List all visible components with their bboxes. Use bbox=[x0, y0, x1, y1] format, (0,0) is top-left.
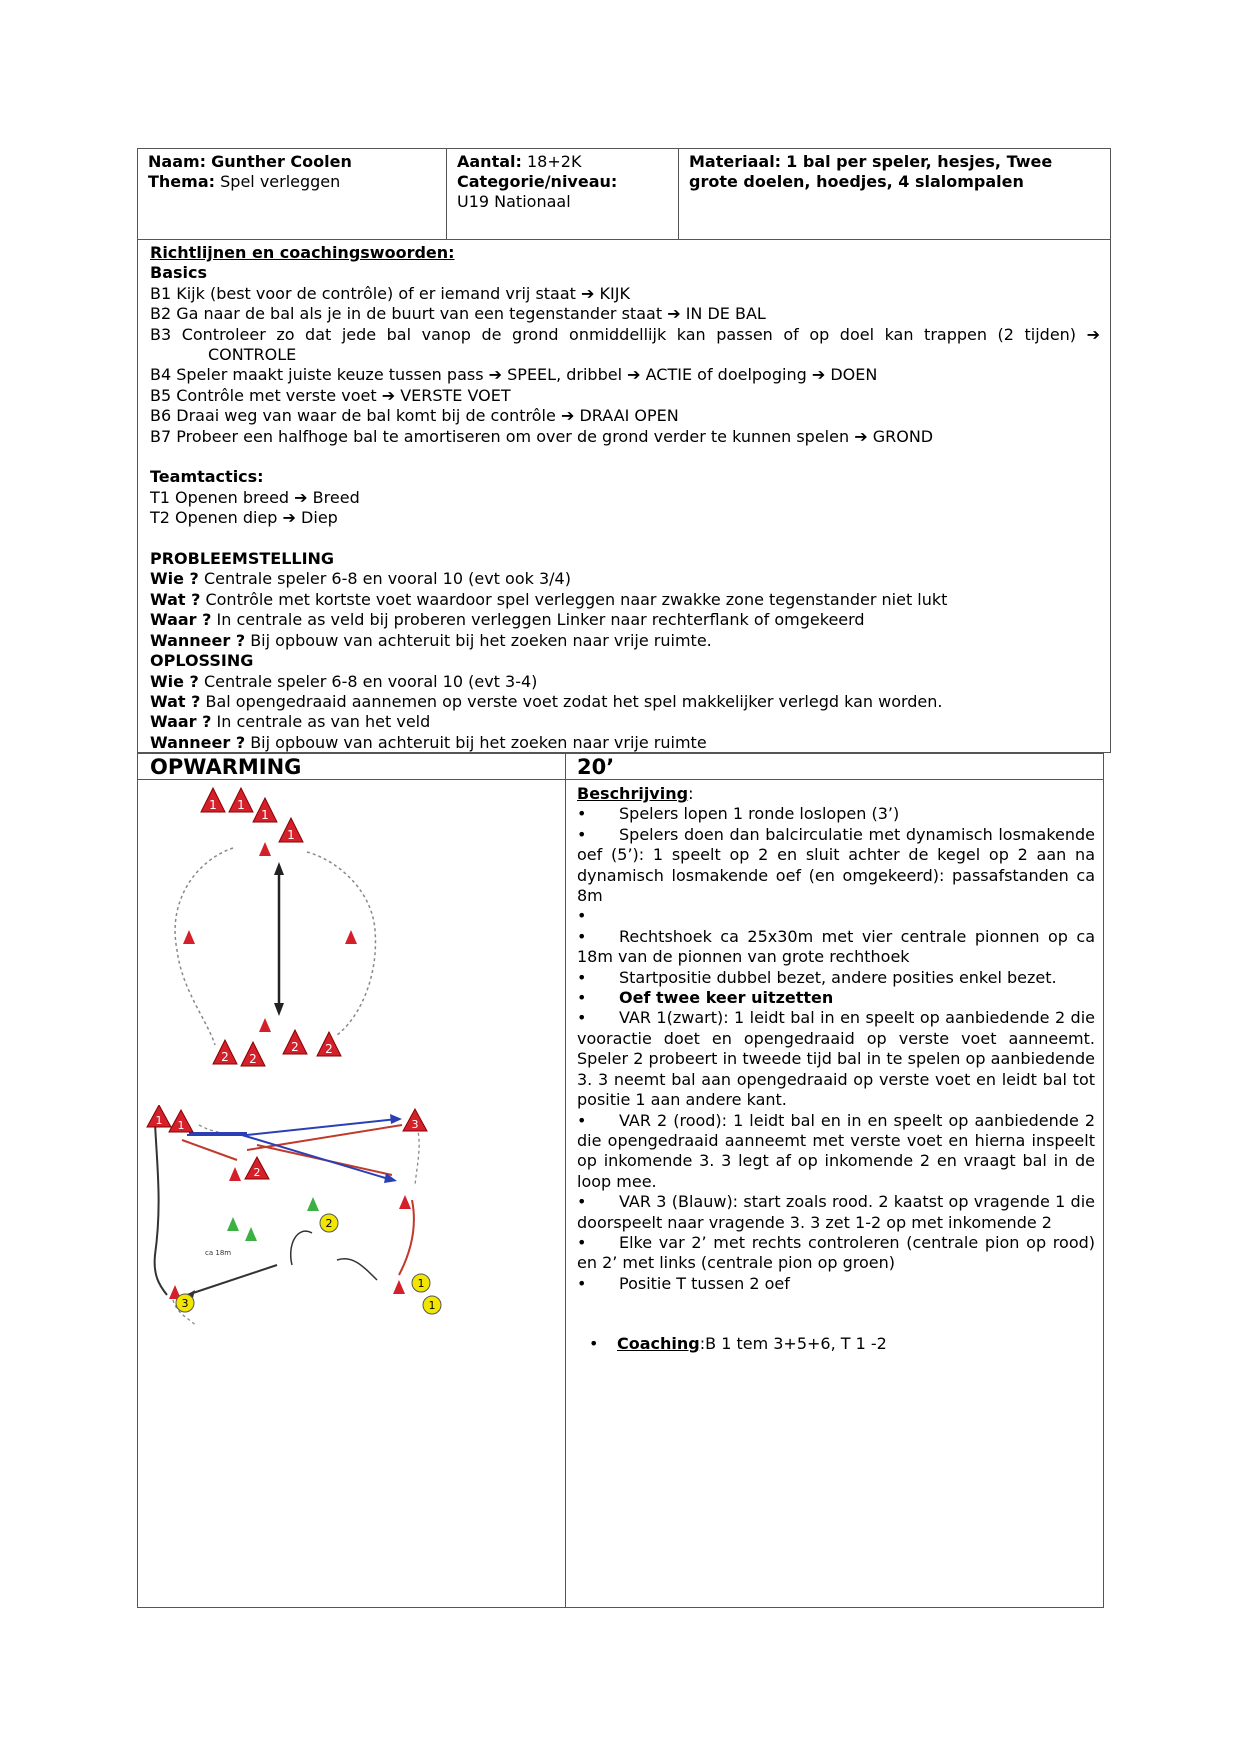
description-column bbox=[577, 784, 1095, 1355]
list-item-continued: Spelers doen dan balcirculatie met dynamisch losmakende oef (5’): 1 speelt op 2 en sluit achter de kegel op 2 aan na dynamisch losmakende oef (en omgekeerd): passafstanden ca 8m bbox=[577, 824, 1095, 906]
team-title: Teamtactics: bbox=[150, 467, 264, 487]
passing-variations-diagram bbox=[137, 1105, 457, 1335]
player-1-marker bbox=[253, 798, 277, 822]
theme-value: Spel verleggen bbox=[220, 172, 341, 191]
basic-b3-key: CONTROLE bbox=[208, 345, 297, 365]
list-item: • VAR 3 (Blauw): start zoals rood. 2 kaatst op vragende 1 die doorspeelt naar vragende 3. 3 zet 1-2 op met inkomende 2 bbox=[577, 1192, 1095, 1232]
count-value: 18+2K bbox=[527, 152, 582, 171]
cone-icon bbox=[183, 930, 195, 944]
description-title: Beschrijving: bbox=[577, 784, 694, 803]
player-2-marker bbox=[213, 1040, 237, 1064]
arrow-icon: ➔ bbox=[1086, 324, 1100, 344]
svg-text:2: 2 bbox=[325, 1217, 333, 1230]
pass-line-red bbox=[182, 1140, 237, 1160]
cone-icon bbox=[399, 1195, 411, 1209]
svg-text:1: 1 bbox=[261, 808, 269, 822]
pass-line-black bbox=[155, 1123, 167, 1295]
arrow-icon: ➔ bbox=[667, 304, 681, 324]
cone-icon bbox=[259, 842, 271, 856]
opwarming-header-row bbox=[138, 754, 1103, 780]
problem-waar: Waar ? In centrale as veld bij proberen verleggen Linker naar rechterflank of omgekeerd bbox=[150, 610, 865, 630]
pass-line-black bbox=[337, 1259, 377, 1280]
category-label: Categorie/niveau: bbox=[457, 172, 618, 191]
coaching-item: • Coaching:B 1 tem 3+5+6, T 1 -2 bbox=[589, 1334, 887, 1354]
yellow-player-2-marker bbox=[320, 1214, 338, 1232]
solution-title: OPLOSSING bbox=[150, 651, 254, 671]
header-material-cell bbox=[679, 149, 1110, 239]
list-item: • bbox=[577, 824, 587, 844]
list-item: • Startpositie dubbel bezet, andere posities enkel bezet. bbox=[577, 967, 1057, 987]
green-cone-icon bbox=[245, 1227, 257, 1241]
header-table bbox=[137, 148, 1111, 240]
run-path bbox=[415, 1127, 419, 1185]
player-2-marker bbox=[283, 1030, 307, 1054]
player-1-marker bbox=[229, 788, 253, 812]
list-item: • Spelers lopen 1 ronde loslopen (3’) bbox=[577, 804, 900, 824]
player-2-marker bbox=[317, 1032, 341, 1056]
svg-text:2: 2 bbox=[249, 1052, 257, 1066]
player-1-marker bbox=[147, 1105, 171, 1127]
problem-wie: Wie ? Centrale speler 6-8 en vooral 10 (evt ook 3/4) bbox=[150, 569, 571, 589]
svg-text:1: 1 bbox=[237, 798, 245, 812]
coaching-label: Coaching bbox=[617, 1334, 700, 1354]
svg-text:2: 2 bbox=[221, 1050, 229, 1064]
svg-text:1: 1 bbox=[428, 1299, 436, 1312]
solution-wat: Wat ? Bal opengedraaid aannemen op verste voet zodat het spel makkelijker verlegd kan worden. bbox=[150, 691, 943, 711]
basic-b6: B6 Draai weg van waar de bal komt bij de contrôle ➔ DRAAI OPEN bbox=[150, 406, 679, 426]
pass-arrow bbox=[274, 862, 284, 1016]
coaching-value: :B 1 tem 3+5+6, T 1 -2 bbox=[699, 1334, 887, 1354]
svg-text:3: 3 bbox=[411, 1118, 419, 1131]
player-1-marker bbox=[279, 818, 303, 842]
basic-b4: B4 Speler maakt juiste keuze tussen pass ➔ SPEEL, dribbel ➔ ACTIE of doelpoging ➔ DOEN bbox=[150, 365, 878, 385]
green-cone-icon bbox=[307, 1197, 319, 1211]
cone-icon bbox=[393, 1280, 405, 1294]
yellow-player-3-marker bbox=[176, 1294, 194, 1312]
player-3-marker bbox=[403, 1109, 427, 1131]
material-label: Materiaal: bbox=[689, 152, 782, 171]
pass-line-red bbox=[399, 1200, 414, 1275]
count-label: Aantal: bbox=[457, 152, 522, 171]
cone-icon bbox=[259, 1018, 271, 1032]
svg-text:1: 1 bbox=[417, 1277, 425, 1290]
svg-text:1: 1 bbox=[155, 1114, 163, 1127]
list-item: • Rechtshoek ca 25x30m met vier centrale pionnen op ca 18m van de pionnen van grote rechthoek bbox=[577, 926, 1095, 967]
name-value: Gunther Coolen bbox=[211, 152, 352, 171]
arrow-icon: ➔ bbox=[581, 283, 595, 303]
yellow-player-1-marker bbox=[423, 1296, 441, 1314]
player-1-marker bbox=[169, 1110, 193, 1132]
player-2-marker bbox=[245, 1157, 269, 1179]
distance-label: ca 18m bbox=[205, 1249, 232, 1257]
basic-b1: B1 Kijk (best voor de contrôle) of er iemand vrij staat ➔ KIJK bbox=[150, 283, 630, 303]
player-1-marker bbox=[201, 788, 225, 812]
solution-wie: Wie ? Centrale speler 6-8 en vooral 10 (evt 3-4) bbox=[150, 671, 538, 691]
solution-wanneer: Wanneer ? Bij opbouw van achteruit bij het zoeken naar vrije ruimte bbox=[150, 732, 707, 752]
column-divider bbox=[565, 754, 566, 1607]
list-item: • VAR 1(zwart): 1 leidt bal in en speelt op aanbiedende 2 die vooractie doet en opengedraaid op verste voet aanneemt. Speler 2 probeert in tweede tijd bal in te spelen op aanbiedende 3. 3 neemt bal aan opengedraaid op verste voet en leidt bal tot positie 1 aan andere kant. bbox=[577, 1008, 1095, 1110]
list-item: • Elke var 2’ met rechts controleren (centrale pion op rood) en 2’ met links (centrale pion op groen) bbox=[577, 1232, 1095, 1273]
basic-b3: B3 Controleer zo dat jede bal vanop de grond onmiddellijk kan passen of op doel kan trappen (2 tijden) ➔ bbox=[150, 324, 1100, 344]
basic-b5: B5 Contrôle met verste voet ➔ VERSTE VOET bbox=[150, 385, 511, 405]
warmup-circuit-diagram bbox=[137, 780, 437, 1080]
problem-title: PROBLEEMSTELLING bbox=[150, 549, 335, 569]
guidelines-box bbox=[137, 240, 1111, 753]
pass-line-black bbox=[187, 1265, 277, 1295]
opwarming-time: 20’ bbox=[577, 755, 615, 779]
pass-line-black bbox=[291, 1231, 312, 1265]
list-item: • VAR 2 (rood): 1 leidt bal en in en speelt op aanbiedende 2 die opengedraaid aanneemt met verste voet en hierna inspeelt op inkomende 3. 3 legt af op inkomende 2 en vraagt bal in de loop mee. bbox=[577, 1110, 1095, 1191]
guidelines-title: Richtlijnen en coachingswoorden: bbox=[150, 243, 455, 262]
opwarming-title: OPWARMING bbox=[150, 755, 302, 779]
list-item: • bbox=[577, 906, 587, 926]
list-item: • Oef twee keer uitzetten bbox=[577, 988, 834, 1008]
basics-title: Basics bbox=[150, 263, 208, 283]
svg-text:2: 2 bbox=[253, 1166, 261, 1179]
team-t2: T2 Openen diep ➔ Diep bbox=[150, 508, 338, 528]
material-value: 1 bal per speler, hesjes, Twee grote doelen, hoedjes, 4 slalompalen bbox=[689, 152, 1053, 191]
cone-icon bbox=[229, 1167, 241, 1181]
basic-b7: B7 Probeer een halfhoge bal te amortiseren om over de grond verder te kunnen spelen ➔ GROND bbox=[150, 426, 934, 446]
solution-waar: Waar ? In centrale as van het veld bbox=[150, 712, 431, 732]
svg-text:1: 1 bbox=[209, 798, 217, 812]
category-value: U19 Nationaal bbox=[457, 192, 571, 211]
svg-text:2: 2 bbox=[325, 1042, 333, 1056]
list-item: • Positie T tussen 2 oef bbox=[577, 1273, 790, 1293]
svg-text:2: 2 bbox=[291, 1040, 299, 1054]
name-label: Naam: bbox=[148, 152, 207, 171]
header-count-cell bbox=[447, 149, 679, 239]
cone-icon bbox=[227, 1217, 239, 1231]
running-loop-path bbox=[175, 848, 375, 1045]
problem-wanneer: Wanneer ? Bij opbouw van achteruit bij het zoeken naar vrije ruimte. bbox=[150, 630, 712, 650]
svg-text:1: 1 bbox=[177, 1119, 185, 1132]
team-t1: T1 Openen breed ➔ Breed bbox=[150, 487, 360, 507]
basic-b2: B2 Ga naar de bal als je in de buurt van een tegenstander staat ➔ IN DE BAL bbox=[150, 304, 766, 324]
header-name-cell bbox=[138, 149, 447, 239]
theme-label: Thema: bbox=[148, 172, 216, 191]
pass-line-red bbox=[247, 1125, 402, 1150]
problem-wat: Wat ? Contrôle met kortste voet waardoor spel verleggen naar zwakke zone tegenstander niet lukt bbox=[150, 589, 948, 609]
svg-text:1: 1 bbox=[287, 828, 295, 842]
svg-text:3: 3 bbox=[181, 1297, 189, 1310]
cone-icon bbox=[345, 930, 357, 944]
yellow-player-1-marker bbox=[412, 1274, 430, 1292]
player-2-marker bbox=[241, 1042, 265, 1066]
